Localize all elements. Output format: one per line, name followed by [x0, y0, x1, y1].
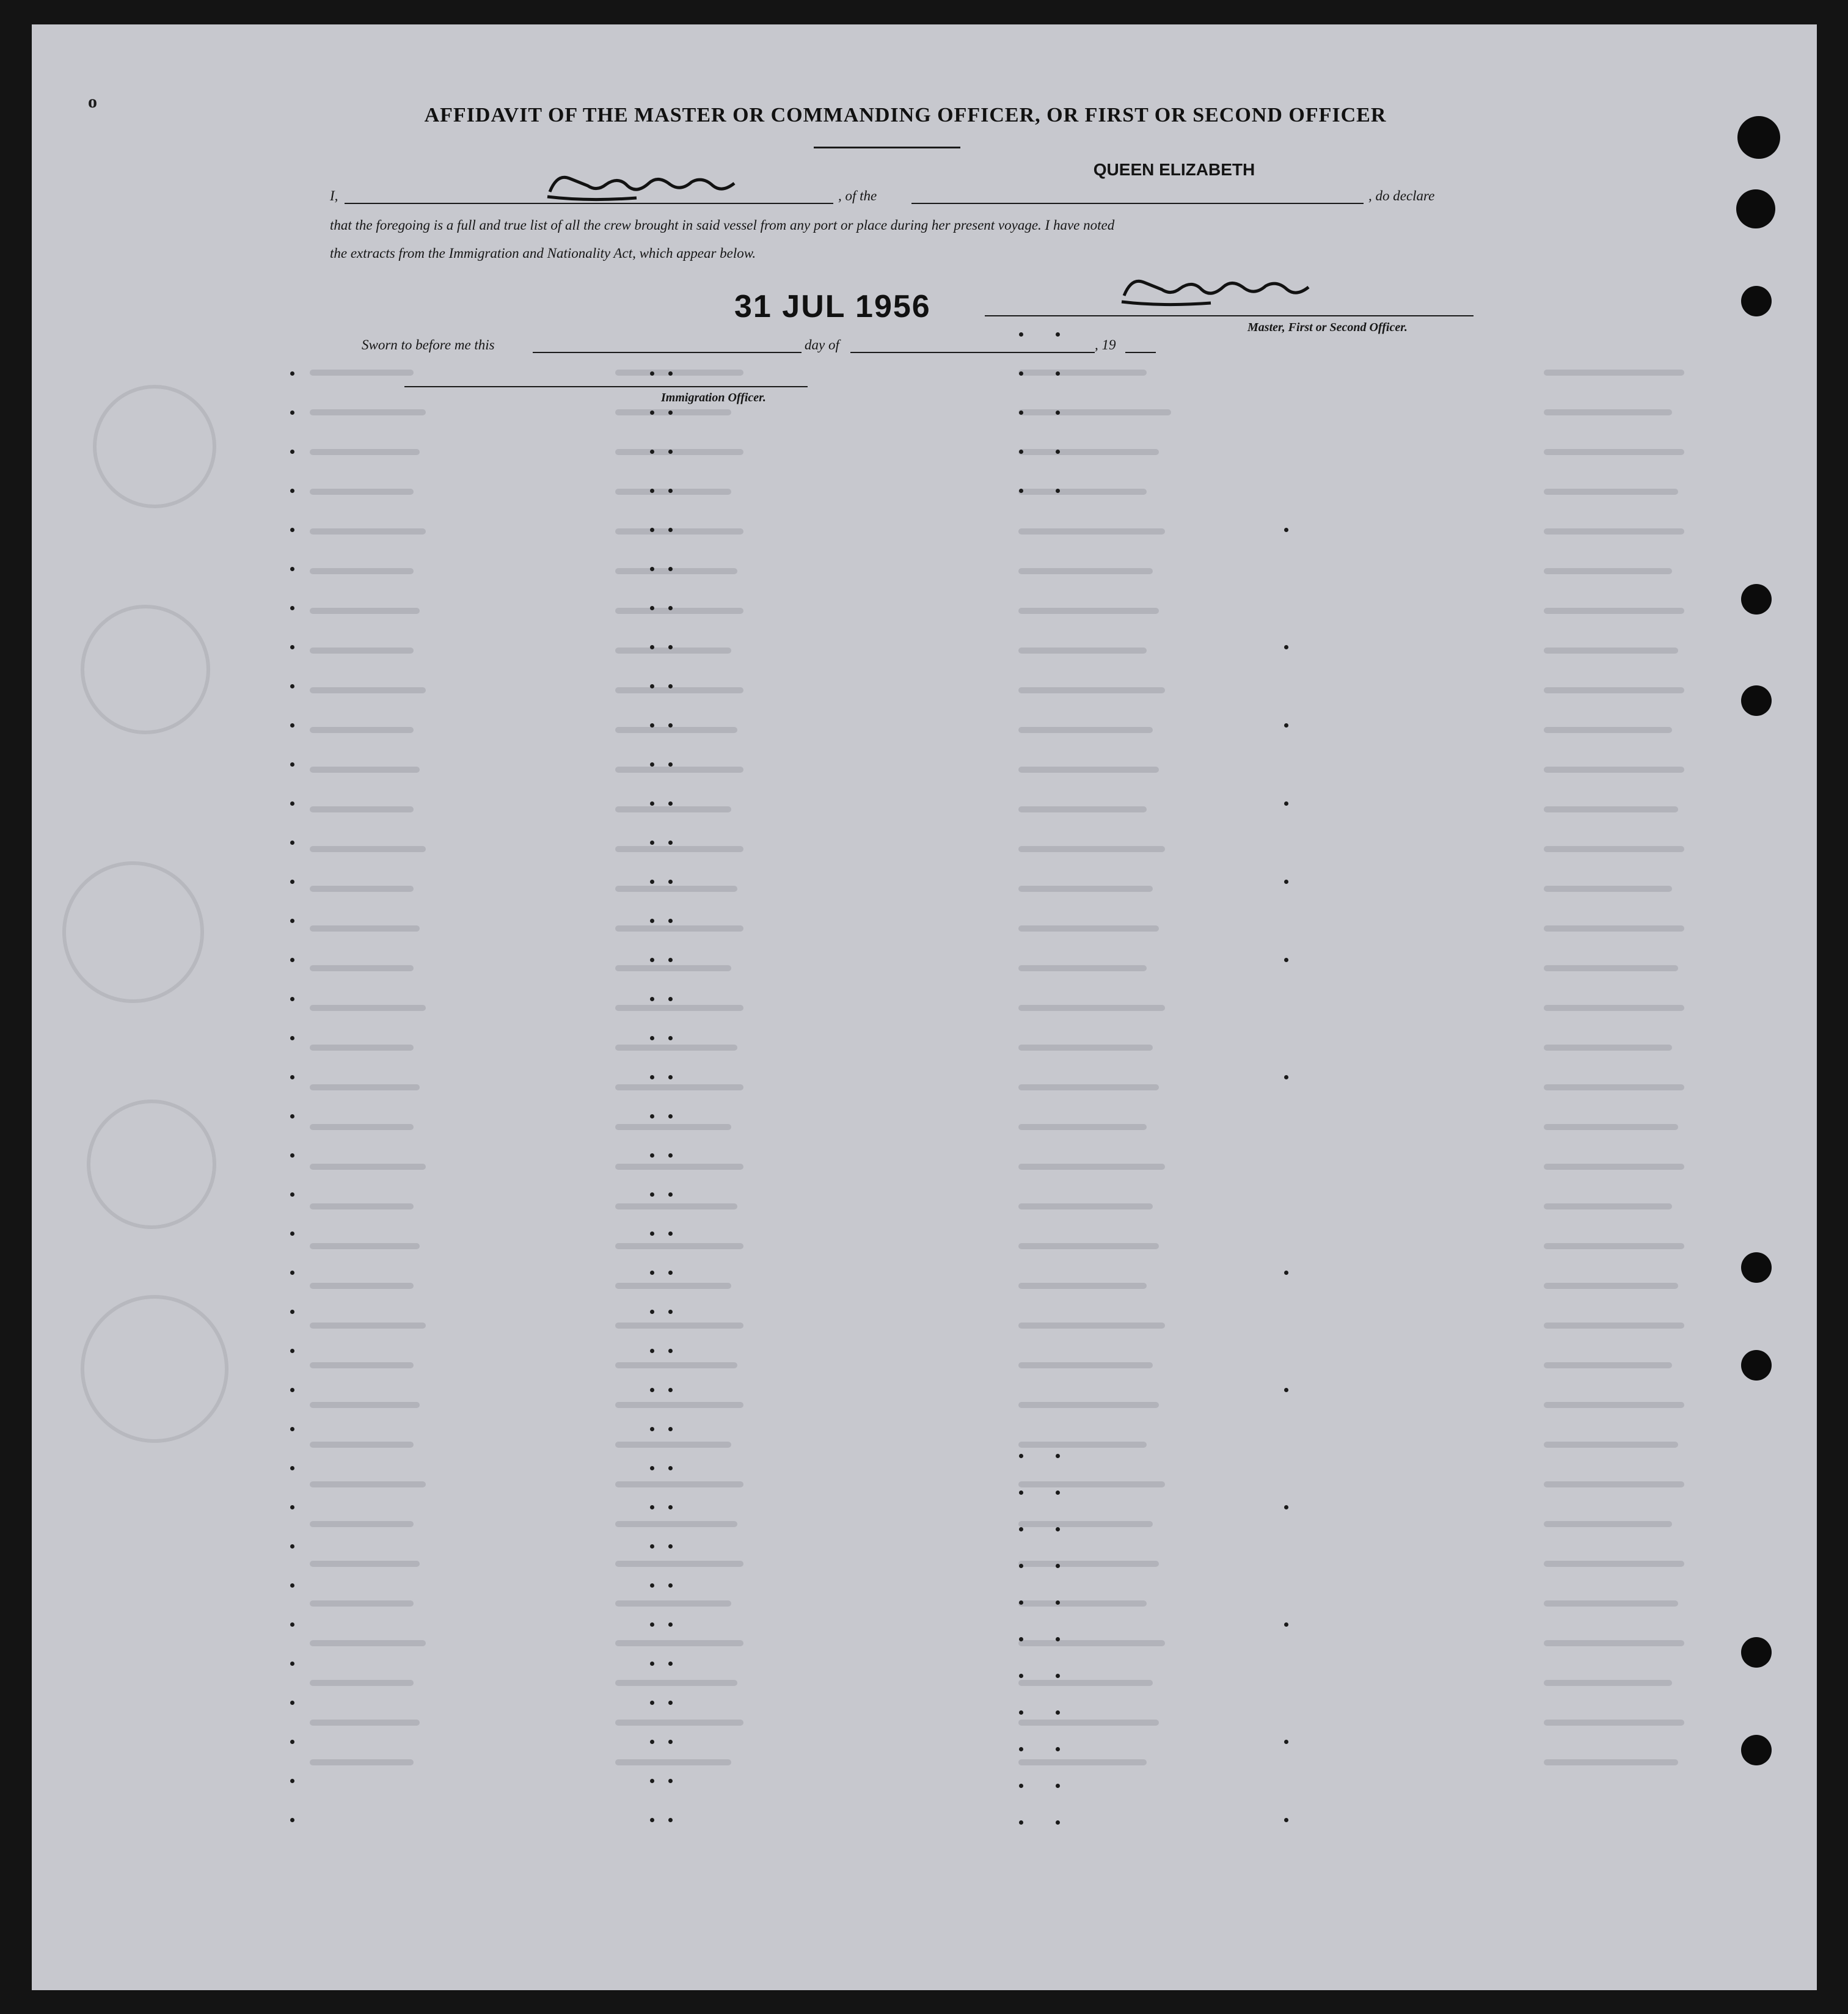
- bleed-through-crew-list: [276, 354, 1755, 1833]
- immigration-officer-line: [404, 386, 808, 387]
- punch-hole: [1741, 584, 1772, 615]
- punch-hole: [1737, 116, 1780, 159]
- sworn-year-line: [1125, 352, 1156, 353]
- faded-stamp: [93, 385, 216, 508]
- master-signature: [1119, 269, 1315, 312]
- faded-stamp: [62, 861, 204, 1003]
- punch-hole: [1741, 1350, 1772, 1381]
- sworn-day-of: day of: [805, 337, 839, 352]
- punch-hole: [1741, 1735, 1772, 1765]
- declaration-line-3: the extracts from the Immigration and Nationality Act, which appear below.: [330, 246, 756, 261]
- officer-signature: [545, 167, 740, 204]
- declare-label: , do declare: [1368, 188, 1435, 203]
- sworn-month-line: [850, 352, 1095, 353]
- date-stamp: 31 JUL 1956: [734, 289, 931, 324]
- declaration-line-2: that the foregoing is a full and true list of all the crew brought in said vessel from any port or place during her present voyage. I have noted: [330, 217, 1115, 233]
- faded-stamp: [81, 605, 210, 734]
- declaration-prefix: I,: [330, 188, 338, 203]
- punch-hole: [1741, 1637, 1772, 1668]
- immigration-caption: Immigration Officer.: [661, 391, 766, 404]
- affidavit-heading: AFFIDAVIT OF THE MASTER OR COMMANDING OFFICER, OR FIRST OR SECOND OFFICER: [424, 104, 1387, 126]
- faded-stamp: [87, 1100, 216, 1229]
- master-caption: Master, First or Second Officer.: [1247, 321, 1408, 334]
- corner-mark: o: [88, 92, 97, 112]
- punch-hole: [1736, 189, 1775, 228]
- faded-stamp: [81, 1295, 228, 1443]
- heading-underline: [814, 147, 960, 148]
- document-page: [32, 24, 1817, 1990]
- sworn-year: , 19: [1095, 337, 1116, 352]
- punch-hole: [1741, 286, 1772, 316]
- master-signature-line: [985, 315, 1474, 316]
- sworn-prefix: Sworn to before me this: [362, 337, 495, 352]
- vessel-line: [911, 203, 1364, 204]
- sworn-day-line: [533, 352, 802, 353]
- of-the-label: , of the: [838, 188, 877, 203]
- punch-hole: [1741, 685, 1772, 716]
- punch-hole: [1741, 1252, 1772, 1283]
- ship-name: QUEEN ELIZABETH: [1093, 160, 1255, 179]
